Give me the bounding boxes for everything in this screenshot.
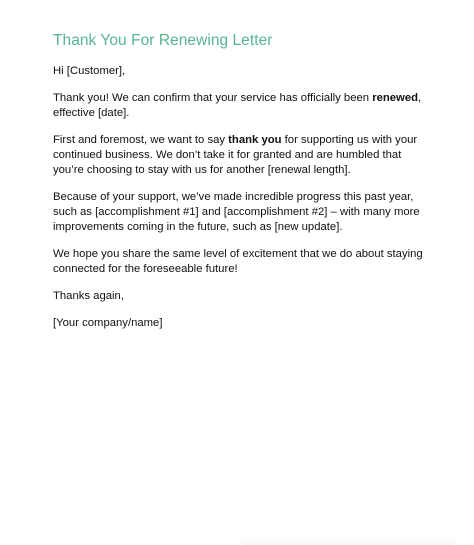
- renewal-confirmation-paragraph: [53, 91, 433, 121]
- closing-line: Thanks again,: [53, 290, 124, 302]
- letter-title: Thank You For Renewing Letter: [53, 32, 273, 49]
- greeting-paragraph: Hi [Customer],: [53, 65, 126, 77]
- p2-bold-thank-you: thank you: [228, 134, 282, 146]
- p1-text-end: , effective [date].: [53, 92, 422, 119]
- p2-text-start: First and foremost, we want to say: [53, 134, 229, 146]
- signature-line: [Your company/name]: [53, 317, 163, 329]
- letter-content: [53, 31, 433, 343]
- excitement-paragraph: We hope you share the same level of excitement that we do about staying connected for the foreseeable future!: [53, 248, 423, 275]
- page-bottom-shadow: [240, 537, 456, 545]
- thank-you-paragraph: [53, 133, 433, 178]
- progress-paragraph: Because of your support, we’ve made incredible progress this past year, such as [accomplishment #1] and [accomplishment #2] – with many more improvements coming in the future, such as [new update].: [53, 191, 420, 233]
- p1-bold-renewed: renewed: [372, 92, 419, 104]
- p1-text-start: Thank you! We can confirm that your service has officially been: [53, 92, 373, 104]
- p2-text-end: for supporting us with your continued business. We don’t take it for granted and are humbled that you’re choosing to stay with us for another [renewal length].: [53, 134, 418, 176]
